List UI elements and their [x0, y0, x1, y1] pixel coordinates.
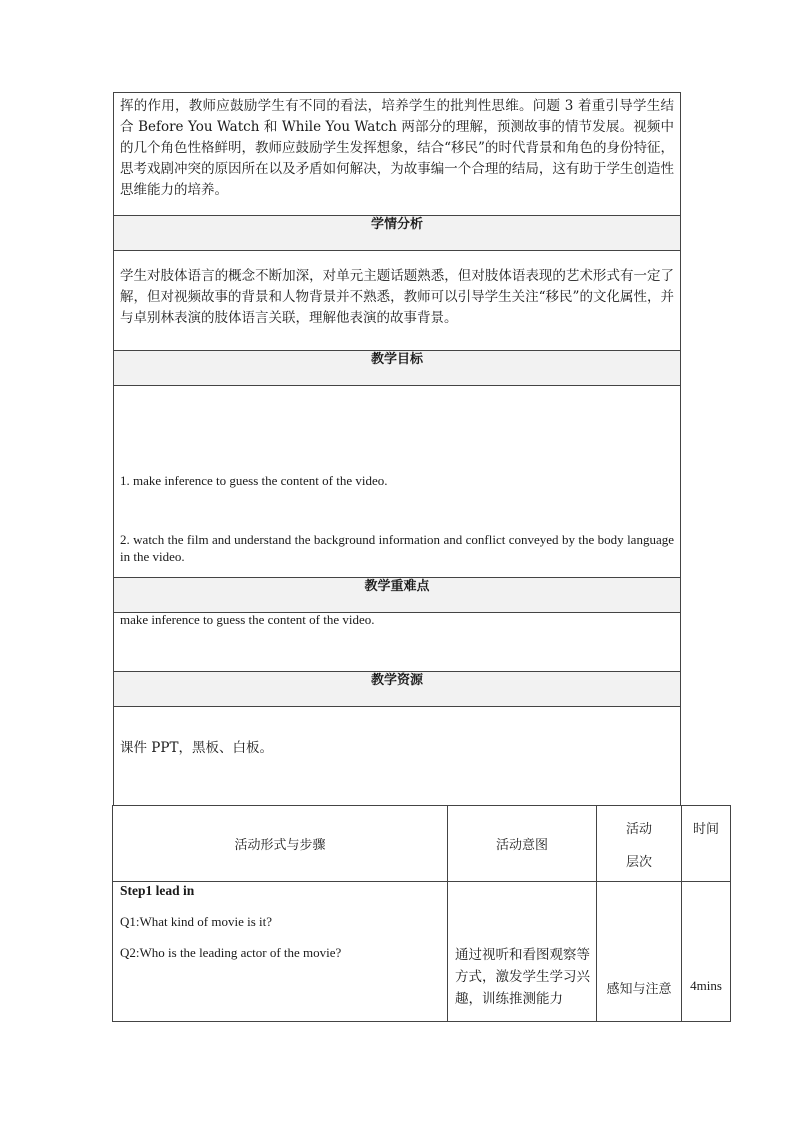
header-time-cell: [681, 805, 731, 882]
row1-level-cell: [596, 881, 682, 1022]
row1-step-title: Step1 lead in: [120, 883, 195, 898]
header-level-cell: [596, 805, 682, 882]
header-intent-cell: [447, 805, 597, 882]
row1-intent-cell: [447, 881, 597, 1022]
key-points-header: 教学重难点: [364, 579, 430, 594]
header-intent: 活动意图: [495, 838, 548, 853]
intro-paragraph: 挥的作用，教师应鼓励学生有不同的看法，培养学生的批判性思维。问题 3 着重引导学生结合 Before You Watch 和 While You Watch 两部分的理解，预测故事的情节发展。视频中的几个角色性格鲜明，教师应鼓励学生发挥想象，结合“移民”的时代背景和角色的身份特征，思考戏剧冲突的原因所在以及矛盾如何解决，为故事编一个合理的结局，这有助于学生创造性思维能力的培养。: [120, 98, 674, 198]
header-level-line2: 层次: [625, 855, 652, 870]
learner-analysis-text: 学生对肢体语言的概念不断加深，对单元主题话题熟悉，但对肢体语表现的艺术形式有一定了解，但对视频故事的背景和人物背景并不熟悉，教师可以引导学生关注“移民”的文化属性，并与卓别林表演的肢体语言关联，理解他表演的故事背景。: [120, 268, 674, 326]
header-steps: 活动形式与步骤: [234, 838, 326, 853]
row1-intent: 通过视听和看图观察等方式，激发学生学习兴趣，训练推测能力: [455, 947, 590, 1007]
objective-item-2: 2. watch the film and understand the background information and conflict conveyed by the body language in the video.: [120, 532, 674, 564]
row1-level: 感知与注意: [606, 982, 672, 997]
row1-time-cell: [681, 881, 731, 1022]
header-steps-cell: [112, 805, 448, 882]
header-level-line1: 活动: [625, 822, 652, 837]
row1-question-1: Q1:What kind of movie is it?: [120, 914, 273, 929]
key-points-text: make inference to guess the content of the video.: [120, 612, 375, 627]
row1-question-2: Q2:Who is the leading actor of the movie?: [120, 945, 342, 960]
objective-item-1: 1. make inference to guess the content of the video.: [120, 473, 388, 488]
objectives-header: 教学目标: [370, 352, 423, 367]
row1-time: 4mins: [690, 978, 722, 993]
resources-text: 课件 PPT，黑板、白板。: [120, 740, 273, 756]
row1-steps-cell: [112, 881, 448, 1022]
header-time: 时间: [692, 822, 719, 837]
resources-header: 教学资源: [370, 673, 423, 688]
learner-analysis-header: 学情分析: [370, 217, 423, 232]
